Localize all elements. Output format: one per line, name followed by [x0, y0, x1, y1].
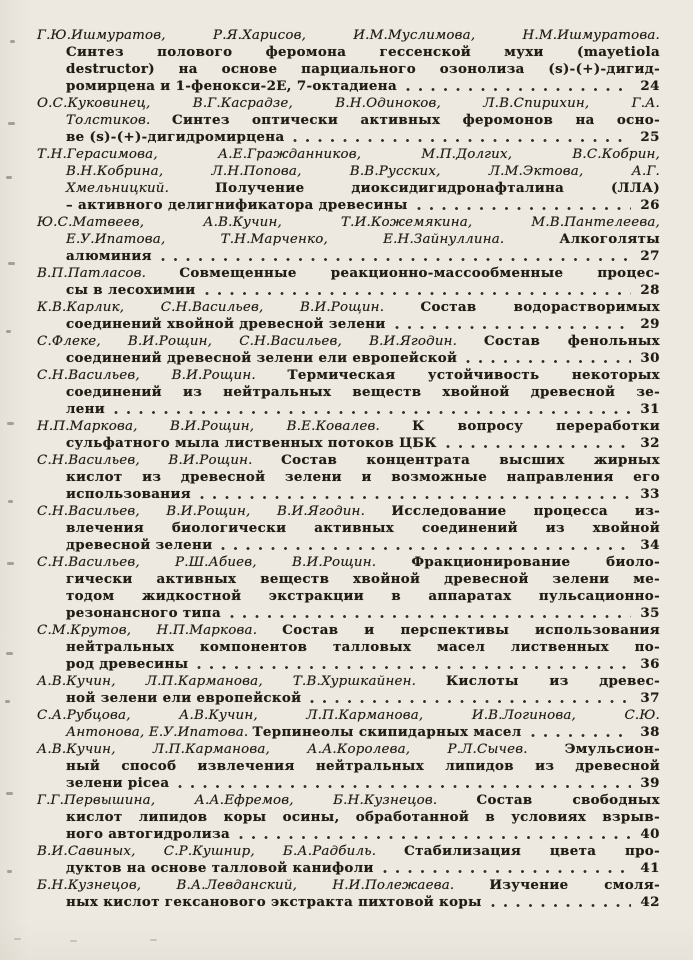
- toc-entry: [37, 843, 660, 877]
- scan-speck: [8, 122, 15, 125]
- authors-segment: Г.Ю.Ишмуратов, Р.Я.Харисов, И.М.Муслимова, Н.М.Ишмуратова.: [37, 28, 660, 43]
- title-segment: сульфатного мыла лиственных потоков ЦБК: [66, 435, 437, 451]
- toc-line-text: [66, 129, 284, 146]
- page-number: 34: [640, 537, 660, 553]
- toc-line: [37, 265, 660, 282]
- page-number: 27: [640, 248, 660, 264]
- page-number: 28: [640, 282, 660, 298]
- page-number: 26: [640, 197, 660, 213]
- toc-line: [37, 163, 660, 180]
- authors-segment: С.Н.Васильев, В.И.Рощин.: [37, 368, 256, 383]
- scan-speck: [70, 940, 77, 942]
- toc-line: [37, 299, 660, 316]
- authors-segment: В.Н.Кобрина, Л.Н.Попова, В.В.Русских, Л.М.Эктова, А.Г.: [66, 164, 660, 179]
- title-segment: ный способ извлечения нейтральных липидов из древесной: [66, 758, 660, 774]
- authors-segment: А.В.Кучин, Л.П.Карманова, Т.В.Хуршкайнен.: [37, 674, 417, 689]
- toc-line: [37, 197, 660, 214]
- authors-segment: С.Н.Васильев, В.И.Рощин, В.И.Ягодин.: [37, 504, 366, 519]
- title-segment: Термическая устойчивость некоторых: [287, 367, 660, 383]
- authors-segment: Г.Г.Первышина, А.А.Ефремов, Б.Н.Кузнецов.: [37, 793, 438, 808]
- title-segment: Эмульсион-: [564, 741, 660, 757]
- title-segment: гически активных веществ хвойной древесной зелени ме-: [66, 571, 660, 587]
- title-segment: Получение диоксидигидронафталина (ЛЛА): [215, 180, 660, 196]
- toc-line: [37, 877, 660, 894]
- toc-line: [37, 503, 660, 520]
- title-segment: кислот из древесной зелени и возможные направления его: [66, 469, 660, 485]
- toc-line: [37, 367, 660, 384]
- title-segment: использования: [66, 486, 191, 502]
- authors-segment: Ю.С.Матвеев, А.В.Кучин, Т.И.Кожемякина, М.В.Пантелеева,: [37, 215, 660, 230]
- toc-entry: [37, 27, 660, 95]
- toc-line: [37, 843, 660, 860]
- toc-line-text: [66, 775, 169, 792]
- scan-speck: [7, 422, 14, 425]
- toc-entry: [37, 299, 660, 333]
- toc-line: [37, 401, 660, 418]
- toc-line-text: [66, 248, 152, 265]
- dot-leader: [230, 614, 631, 619]
- authors-segment: А.В.Кучин, Л.П.Карманова, А.А.Королева, Р.Л.Сычев.: [37, 742, 528, 757]
- toc-line-text: [66, 78, 397, 95]
- toc-line: [37, 520, 660, 537]
- scan-speck: [7, 870, 12, 873]
- title-segment: ного автогидролиза: [66, 826, 230, 842]
- scan-speck: [6, 176, 12, 179]
- title-segment: ной зелени ели европейской: [66, 690, 302, 706]
- title-segment: лени: [66, 401, 106, 417]
- page-number: 29: [640, 316, 660, 332]
- title-segment: соединений хвойной древесной зелени: [66, 316, 386, 332]
- toc-line: [37, 180, 660, 197]
- toc-line-text: [66, 401, 105, 418]
- scan-speck: [6, 330, 11, 333]
- toc-line: [37, 129, 660, 146]
- toc-line: [37, 146, 660, 163]
- scan-speck: [5, 700, 10, 703]
- toc-line-text: [66, 435, 437, 452]
- title-segment: Изучение смоля-: [489, 877, 660, 893]
- toc-line: [37, 707, 660, 724]
- toc-line-text: [66, 316, 386, 333]
- toc-line: [37, 826, 660, 843]
- toc-line: [37, 673, 660, 690]
- toc-entry: [37, 673, 660, 707]
- title-segment: нейтральных компонентов талловых масел лиственных по-: [66, 639, 660, 655]
- toc-line: [37, 384, 660, 401]
- toc-list: [37, 27, 660, 911]
- toc-line: [37, 486, 660, 503]
- toc-entry: [37, 333, 660, 367]
- toc-line-text: [66, 605, 221, 622]
- authors-segment: С.А.Рубцова, А.В.Кучин, Л.П.Карманова, И.В.Логинова, С.Ю.: [37, 708, 660, 723]
- page-number: 36: [640, 656, 660, 672]
- toc-entry: [37, 367, 660, 418]
- toc-line: [37, 452, 660, 469]
- toc-line: [37, 248, 660, 265]
- toc-entry: [37, 214, 660, 265]
- toc-line: [37, 95, 660, 112]
- toc-line: [37, 741, 660, 758]
- page-number: 30: [640, 350, 660, 366]
- title-segment: Исследование процесса из-: [391, 503, 660, 519]
- page-number: 40: [640, 826, 660, 842]
- authors-segment: Т.Н.Герасимова, А.Е.Гражданников, М.П.Долгих, В.С.Кобрин,: [37, 147, 660, 162]
- title-segment: – активного делигнификатора древесины: [66, 197, 408, 213]
- toc-line-text: [66, 860, 374, 877]
- authors-segment: К.В.Карлик, С.Н.Васильев, В.И.Рощин.: [37, 300, 385, 315]
- dot-leader: [114, 410, 631, 415]
- page-number: 41: [640, 860, 660, 876]
- page-number: 42: [640, 894, 660, 910]
- toc-line: [37, 690, 660, 707]
- toc-entry: [37, 792, 660, 843]
- authors-segment: Б.Н.Кузнецов, В.А.Левданский, Н.И.Полежаева.: [37, 878, 455, 893]
- toc-line-text: [66, 690, 301, 707]
- authors-segment: Толстиков.: [66, 113, 151, 128]
- dot-leader: [417, 206, 631, 211]
- dot-leader: [221, 546, 631, 551]
- title-segment: тодом жидкостной экстракции в аппаратах пульсационно-: [66, 588, 660, 604]
- title-segment: резонансного типа: [66, 605, 221, 621]
- dot-leader: [406, 87, 631, 92]
- toc-line: [37, 809, 660, 826]
- title-segment: Алкоголяты: [559, 231, 660, 247]
- authors-segment: Н.П.Маркова, В.И.Рощин, В.Е.Ковалев.: [37, 419, 380, 434]
- toc-line: [37, 639, 660, 656]
- title-segment: алюминия: [66, 248, 152, 264]
- toc-entry: [37, 418, 660, 452]
- toc-line: [37, 537, 660, 554]
- scan-speck: [7, 562, 14, 565]
- toc-line: [37, 214, 660, 231]
- page-number: 37: [640, 690, 660, 706]
- toc-entry: [37, 146, 660, 214]
- authors-segment: Е.У.Ипатова, Т.Н.Марченко, Е.Н.Зайнуллина.: [66, 232, 505, 247]
- page-number: 35: [640, 605, 660, 621]
- toc-line: [37, 571, 660, 588]
- toc-line-text: [66, 537, 212, 554]
- toc-line: [37, 78, 660, 95]
- authors-segment: С.Н.Васильев, В.И.Рощин.: [37, 453, 253, 468]
- dot-leader: [178, 784, 631, 789]
- authors-segment: С.Флеке, В.И.Рощин, С.Н.Васильев, В.И.Ягодин.: [37, 334, 458, 349]
- toc-line-text: [66, 656, 188, 673]
- title-segment: род древесины: [66, 656, 189, 672]
- authors-segment: В.И.Савиных, С.Р.Кушнир, Б.А.Радбиль.: [37, 844, 377, 859]
- toc-line: [37, 231, 660, 248]
- title-segment: сы в лесохимии: [66, 282, 196, 298]
- toc-line: [37, 724, 660, 741]
- toc-entry: [37, 503, 660, 554]
- toc-line: [37, 316, 660, 333]
- toc-line: [37, 435, 660, 452]
- authors-segment: С.Н.Васильев, Р.Ш.Абиев, В.И.Рощин.: [37, 555, 377, 570]
- scan-speck: [8, 500, 13, 503]
- title-segment: ве (s)-(+)-дигидромирцена: [66, 129, 285, 145]
- toc-line: [37, 860, 660, 877]
- toc-line: [37, 418, 660, 435]
- authors-segment: В.П.Патласов.: [37, 266, 147, 281]
- title-segment: Состав водорастворимых: [420, 299, 660, 315]
- toc-line: [37, 894, 660, 911]
- toc-line: [37, 333, 660, 350]
- toc-entry: [37, 741, 660, 792]
- dot-leader: [446, 444, 631, 449]
- toc-line-text: [66, 350, 457, 367]
- title-segment: Состав и перспективы использования: [282, 622, 660, 638]
- toc-line-text: [66, 724, 522, 741]
- toc-line: [37, 656, 660, 673]
- title-segment: Состав фенольных: [484, 333, 660, 349]
- title-segment: Синтез полового феромона гессенской мухи (mayetiola: [66, 44, 660, 60]
- toc-line: [37, 44, 660, 61]
- dot-leader: [383, 869, 631, 874]
- title-segment: древесной зелени: [66, 537, 213, 553]
- dot-leader: [197, 665, 631, 670]
- title-segment: К вопросу переработки: [412, 418, 661, 434]
- title-segment: Синтез оптически активных феромонов на осно-: [171, 112, 660, 128]
- title-segment: Совмещенные реакционно-массообменные процес-: [179, 265, 660, 281]
- title-segment: Состав свободных: [476, 792, 660, 808]
- page-number: 24: [640, 78, 660, 94]
- title-segment: Кислоты из древес-: [445, 673, 660, 689]
- title-segment: Фракционирование биоло-: [411, 554, 660, 570]
- dot-leader: [466, 359, 631, 364]
- title-segment: соединений из нейтральных веществ хвойной древесной зе-: [66, 384, 660, 400]
- toc-line-text: [66, 486, 191, 503]
- title-segment: кислот липидов коры осины, обработанной в условиях взрыв-: [66, 809, 660, 825]
- toc-entry: [37, 95, 660, 146]
- title-segment: Состав концентрата высших жирных: [281, 452, 660, 468]
- toc-line: [37, 112, 660, 129]
- page-number: 33: [640, 486, 660, 502]
- page-number: 25: [640, 129, 660, 145]
- authors-segment: С.М.Крутов, Н.П.Маркова.: [37, 623, 258, 638]
- title-segment: destructor) на основе парциального озонолиза (s)-(+)-дигид-: [66, 61, 660, 77]
- toc-line: [37, 61, 660, 78]
- toc-line-text: [66, 826, 230, 843]
- toc-line: [37, 554, 660, 571]
- toc-line: [37, 792, 660, 809]
- page-number: 31: [640, 401, 660, 417]
- scan-speck: [8, 262, 15, 265]
- toc-line: [37, 282, 660, 299]
- title-segment: ных кислот гексанового экстракта пихтовой коры: [66, 894, 482, 910]
- toc-line: [37, 605, 660, 622]
- toc-entry: [37, 707, 660, 741]
- title-segment: дуктов на основе талловой канифоли: [66, 860, 374, 876]
- title-segment: влечения биологически активных соединений из хвойной: [66, 520, 660, 536]
- toc-line: [37, 27, 660, 44]
- title-segment: зелени picea: [66, 775, 170, 791]
- toc-line: [37, 622, 660, 639]
- authors-segment: Хмельницкий.: [66, 181, 170, 196]
- dot-leader: [491, 903, 631, 908]
- scan-speck: [10, 40, 15, 43]
- toc-entry: [37, 554, 660, 622]
- title-segment: соединений древесной зелени ели европейской: [66, 350, 458, 366]
- title-segment: Терпинеолы скипидарных масел: [252, 724, 522, 740]
- toc-line-text: [66, 197, 408, 214]
- toc-line: [37, 758, 660, 775]
- dot-leader: [310, 699, 631, 704]
- dot-leader: [239, 835, 631, 840]
- scan-speck: [14, 938, 21, 940]
- toc-line: [37, 350, 660, 367]
- toc-entry: [37, 622, 660, 673]
- title-segment: ромирцена и 1-фенокси-2Е, 7-октадиена: [66, 78, 397, 94]
- authors-segment: О.С.Куковинец, В.Г.Касрадзе, В.Н.Одиноков, Л.В.Спирихин, Г.А.: [37, 96, 660, 111]
- scan-speck: [150, 939, 157, 941]
- page-number: 39: [640, 775, 660, 791]
- dot-leader: [200, 495, 631, 500]
- toc-line: [37, 588, 660, 605]
- toc-line: [37, 775, 660, 792]
- authors-segment: Антонова, Е.У.Ипатова.: [66, 725, 249, 740]
- toc-entry: [37, 452, 660, 503]
- dot-leader: [161, 257, 631, 262]
- dot-leader: [205, 291, 631, 296]
- dot-leader: [395, 325, 631, 330]
- toc-entry: [37, 877, 660, 911]
- scan-speck: [6, 792, 13, 795]
- scan-speck: [6, 652, 13, 655]
- title-segment: Стабилизация цвета про-: [404, 843, 660, 859]
- page-number: 32: [640, 435, 660, 451]
- dot-leader: [293, 138, 631, 143]
- page-number: 38: [640, 724, 660, 740]
- toc-line: [37, 469, 660, 486]
- toc-line-text: [66, 894, 482, 911]
- toc-entry: [37, 265, 660, 299]
- dot-leader: [531, 733, 631, 738]
- toc-line-text: [66, 282, 196, 299]
